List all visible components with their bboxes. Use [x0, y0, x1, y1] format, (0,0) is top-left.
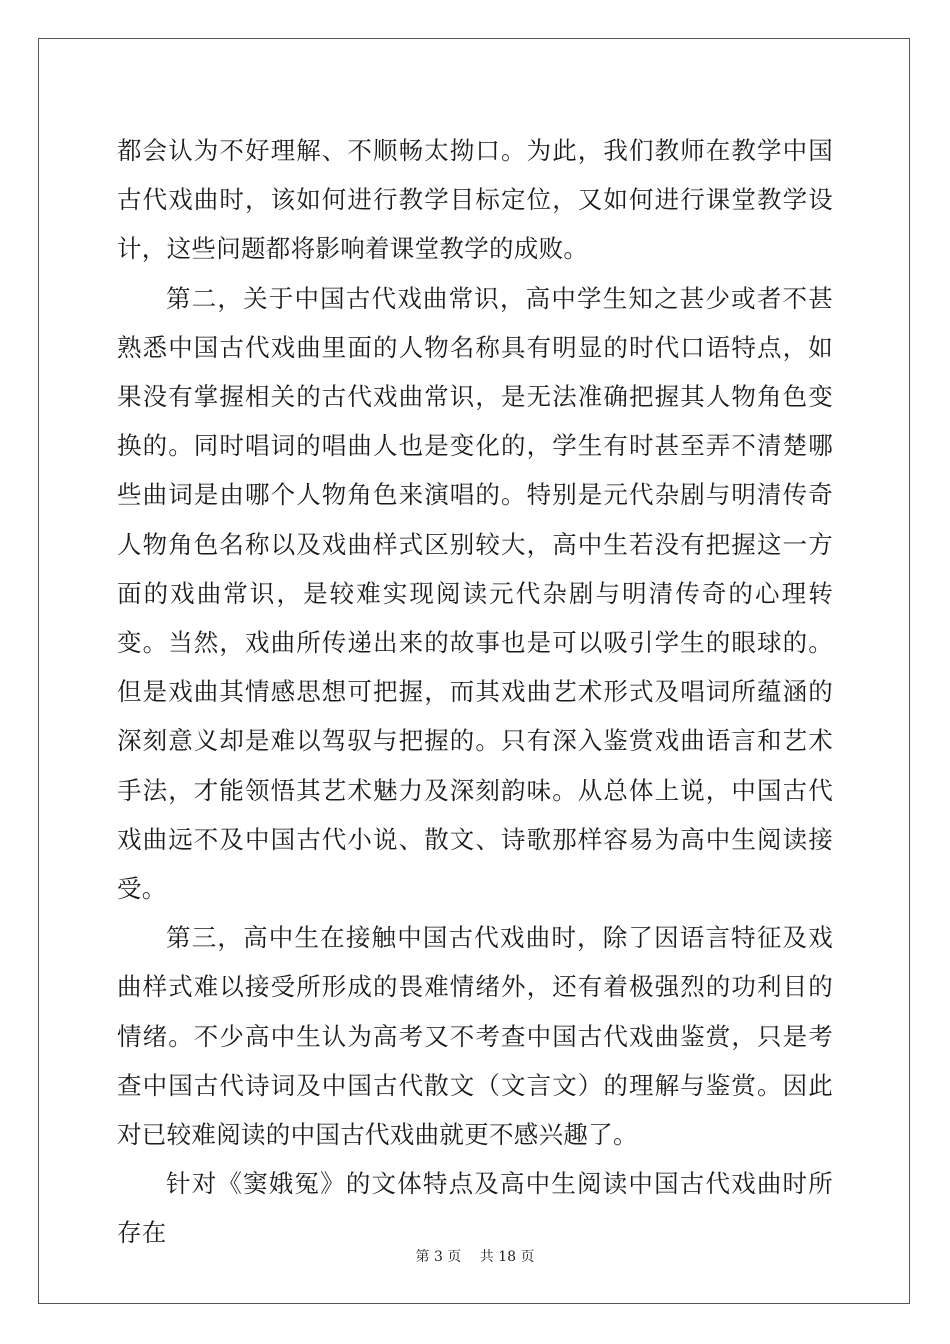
page-number-footer: 第 3 页 共 18 页	[415, 1249, 535, 1265]
document-body	[117, 126, 833, 1258]
paragraph-conclusion-start: 针对《窦娥冤》的文体特点及高中生阅读中国古代戏曲时所存在	[117, 1169, 833, 1248]
paragraph-continuation: 都会认为不好理解、不顺畅太拗口。为此，我们教师在教学中国古代戏曲时，该如何进行教学目标定位，又如何进行课堂教学设计，这些问题都将影响着课堂教学的成败。	[117, 136, 833, 264]
paragraph-third-point: 第三，高中生在接触中国古代戏曲时，除了因语言特征及戏曲样式难以接受所形成的畏难情绪外，还有着极强烈的功利目的情绪。不少高中生认为高考又不考查中国古代戏曲鉴赏，只是考查中国古代诗词及中国古代散文（文言文）的理解与鉴赏。因此对已较难阅读的中国古代戏曲就更不感兴趣了。	[117, 923, 833, 1150]
paragraph-second-point: 第二，关于中国古代戏曲常识，高中学生知之甚少或者不甚熟悉中国古代戏曲里面的人物名称具有明显的时代口语特点，如果没有掌握相关的古代戏曲常识，是无法准确把握其人物角色变换的。同时唱词的唱曲人也是变化的，学生有时甚至弄不清楚哪些曲词是由哪个人物角色来演唱的。特别是元代杂剧与明清传奇人物角色名称以及戏曲样式区别较大，高中生若没有把握这一方面的戏曲常识，是较难实现阅读元代杂剧与明清传奇的心理转变。当然，戏曲所传递出来的故事也是可以吸引学生的眼球的。但是戏曲其情感思想可把握，而其戏曲艺术形式及唱词所蕴涵的深刻意义却是难以驾驭与把握的。只有深入鉴赏戏曲语言和艺术手法，才能领悟其艺术魅力及深刻韵味。从总体上说，中国古代戏曲远不及中国古代小说、散文、诗歌那样容易为高中生阅读接受。	[117, 283, 833, 904]
